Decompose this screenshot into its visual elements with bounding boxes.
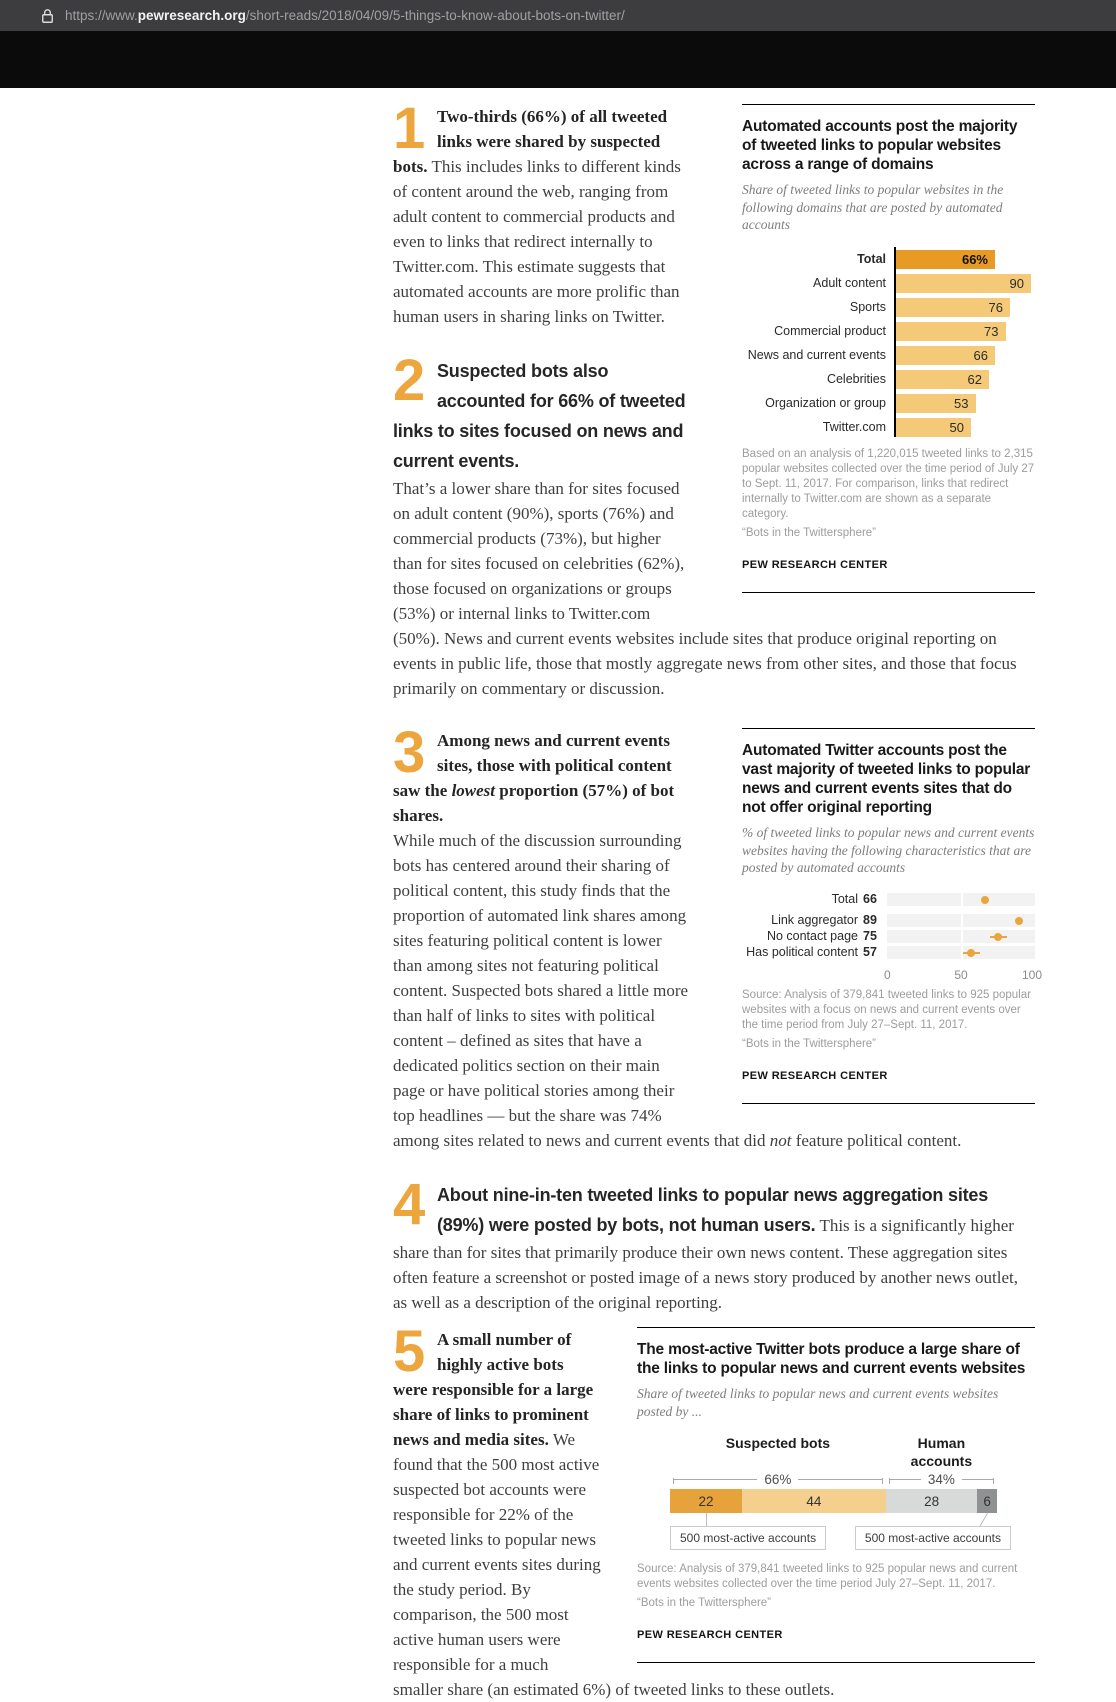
- bar-row: [742, 274, 1035, 293]
- group-bracket: 34%: [886, 1471, 997, 1487]
- group-label: Suspected bots: [725, 1435, 831, 1451]
- section-number: 3: [393, 720, 424, 785]
- bar: [896, 250, 995, 269]
- bar-row: [742, 322, 1035, 341]
- section-heading: Suspected bots also accounted for 66% of tweeted links to sites focused on news and current events.: [393, 361, 686, 471]
- dot-row: Link aggregator 89: [742, 914, 1035, 928]
- dot-marker: [994, 933, 1002, 941]
- chart-title: Automated accounts post the majority of tweeted links to popular websites across a range of domains: [742, 118, 1018, 173]
- url-text[interactable]: https://www.pewresearch.org/short-reads/2018/04/09/5-things-to-know-about-bots-on-twitter/: [65, 8, 625, 23]
- bar-label: Organization or group: [765, 395, 886, 410]
- section-heading: A small number of highly active bots were responsible for a large share of links to prominent news and media sites.: [393, 1330, 594, 1449]
- chart-study-label: “Bots in the Twittersphere”: [742, 526, 877, 539]
- stacked-bar-chart: [637, 1434, 1035, 1552]
- group-bracket: 66%: [670, 1471, 886, 1487]
- pew-research-center-label: PEW RESEARCH CENTER: [637, 1629, 783, 1641]
- site-header-band: [0, 31, 1116, 88]
- bar: [896, 346, 995, 365]
- bar: [896, 394, 976, 413]
- chart-figure-domains: [742, 104, 1035, 593]
- callout-box-right: 500 most-active accounts: [855, 1526, 1011, 1550]
- bar-segment: 22: [670, 1489, 742, 1513]
- bar-label: Sports: [849, 299, 886, 314]
- bar-label: Celebrities: [826, 371, 886, 386]
- bar-row: [742, 370, 1035, 389]
- section-heading: Among news and current events sites, those with political content saw the lowest proportion (57%) of bot shares.: [393, 731, 675, 825]
- callout-connector-left: [706, 1513, 707, 1526]
- bar-row: [742, 250, 1035, 269]
- bar-row: [742, 418, 1035, 437]
- pew-research-center-label: PEW RESEARCH CENTER: [742, 1069, 888, 1082]
- dot-marker: [1015, 917, 1023, 925]
- lock-icon[interactable]: [42, 9, 53, 23]
- dot-track: [887, 914, 1035, 927]
- bar-value: 62: [967, 371, 982, 387]
- bar-row: [742, 394, 1035, 413]
- bar-value: 90: [1009, 275, 1024, 291]
- section-3-wrap: [393, 720, 1042, 1153]
- dot-plot: [742, 892, 1042, 982]
- bar-value: 53: [954, 395, 969, 411]
- bar: [896, 322, 1006, 341]
- chart-note: Based on an analysis of 1,220,015 tweeted links to 2,315 popular websites collected over the time period of July 27 to Sept. 11, 2017. For comparison, links that redirect internally to Twitter.com are shown as a separate category.: [742, 447, 1035, 520]
- chart-title: The most-active Twitter bots produce a large share of the links to popular news and current events websites: [637, 1341, 1026, 1377]
- section-body: This includes links to different kinds of content around the web, ranging from adult content to commercial products and even to links that redirect internally to Twitter.com. This estimate suggests that automated accounts are more prolific than human users in sharing links on Twitter.: [393, 157, 681, 326]
- dot-track: [887, 946, 1035, 959]
- section-body: While much of the discussion surrounding bots has centered around their sharing of political content, this study finds that the proportion of automated link shares among sites featuring political content is lower than among sites not featuring political content. Suspected bots shared a little more than half of links to sites with political content – defined as sites that have a dedicated politics section on their main page or have political stories among their top headlines — but the share was 74% among sites related to news and current events that did not feature political content.: [393, 831, 962, 1150]
- chart-figure-news-sites: [742, 728, 1042, 1104]
- bar-label: Twitter.com: [822, 419, 886, 434]
- address-bar[interactable]: [0, 0, 1116, 31]
- section-number: 4: [393, 1172, 424, 1237]
- chart-source: Source: Analysis of 379,841 tweeted links to 925 popular news and current events websites collected over the time period July 27–Sept. 11, 2017.: [637, 1563, 1018, 1590]
- section-number: 1: [393, 96, 424, 161]
- section-body: This is a significantly higher share than for sites that primarily produce their own news content. These aggregation sites often feature a screenshot or posted image of a news story produced by another news outlet, as well as a description of the original reporting.: [393, 1216, 1019, 1312]
- bar-label: Adult content: [813, 275, 886, 290]
- dot-marker: [981, 896, 989, 904]
- bar-segment: 6: [977, 1489, 997, 1513]
- bar-segment: 44: [742, 1489, 886, 1513]
- callout-box-left: 500 most-active accounts: [670, 1526, 826, 1550]
- section-number: 2: [393, 348, 424, 413]
- dot-track: [887, 930, 1035, 943]
- chart-subtitle: % of tweeted links to popular news and current events websites having the following characteristics that are posted by automated accounts: [742, 825, 1035, 875]
- section-body: We found that the 500 most active suspected bot accounts were responsible for 22% of the tweeted links to popular news and current events sites during the study period. By comparison, the 500 most active human users were responsible for a much smaller share (an estimated 6%) of tweeted links to these outlets.: [393, 1430, 835, 1699]
- bar-value: 73: [984, 323, 999, 339]
- bar-row: [742, 298, 1035, 317]
- bar: [896, 418, 971, 437]
- bar-value: 76: [988, 299, 1003, 315]
- pew-research-center-label: PEW RESEARCH CENTER: [742, 558, 888, 571]
- section-heading: About nine-in-ten tweeted links to popular news aggregation sites (89%) were posted by bots, not human users.: [437, 1185, 989, 1235]
- chart-figure-most-active-bots: [637, 1327, 1035, 1663]
- bar-label: News and current events: [747, 347, 886, 362]
- bar: [896, 298, 1010, 317]
- dot-track: [887, 893, 1035, 906]
- chart-title: Automated Twitter accounts post the vast majority of tweeted links to popular news and current events sites that do not offer original reporting: [742, 742, 1031, 816]
- section-heading: Two-thirds (66%) of all tweeted links were shared by suspected bots.: [393, 107, 668, 176]
- bar-value: 50: [949, 419, 964, 435]
- chart-subtitle: Share of tweeted links to popular news and current events websites posted by ...: [637, 1386, 999, 1419]
- bar-value: 66%: [961, 251, 988, 267]
- bar-label: Total: [857, 251, 886, 266]
- chart-source: Source: Analysis of 379,841 tweeted links to 925 popular websites with a focus on news and current events over the time period from July 27–Sept. 11, 2017.: [742, 988, 1031, 1031]
- dot-row: Total 66: [742, 893, 1035, 907]
- chart-study-label: “Bots in the Twittersphere”: [637, 1597, 772, 1609]
- bar: [896, 274, 1031, 293]
- section-body: That’s a lower share than for sites focused on adult content (90%), sports (76%) and commercial products (73%), but higher than for sites focused on celebrities (62%), those focused on organizations or groups (53%) or internal links to Twitter.com (50%). News and current events websites include sites that produce original reporting on events in public life, those that mostly aggregate news from other sites, and those that focus primarily on commentary or discussion.: [393, 479, 1017, 698]
- section-5-wrap: [393, 1319, 1035, 1702]
- group-label: Human accounts: [910, 1435, 973, 1469]
- dot-marker: [967, 949, 975, 957]
- chart-subtitle: Share of tweeted links to popular websites in the following domains that are posted by automated accounts: [742, 182, 1004, 232]
- dot-row: Has political content 57: [742, 946, 1035, 960]
- bar-label: Commercial product: [774, 323, 886, 338]
- chart-study-label: “Bots in the Twittersphere”: [742, 1037, 877, 1050]
- bar-row: [742, 346, 1035, 365]
- bar: [896, 370, 989, 389]
- bar-segment: 28: [886, 1489, 978, 1513]
- dot-row: No contact page 75: [742, 930, 1035, 944]
- callout-connectors: [670, 1513, 997, 1526]
- section-4: [393, 1172, 1035, 1315]
- x-axis: 0 50 100: [884, 967, 1042, 982]
- article: [393, 88, 1042, 1702]
- bar-value: 66: [973, 347, 988, 363]
- bar-chart: [742, 250, 1035, 437]
- section-number: 5: [393, 1319, 424, 1384]
